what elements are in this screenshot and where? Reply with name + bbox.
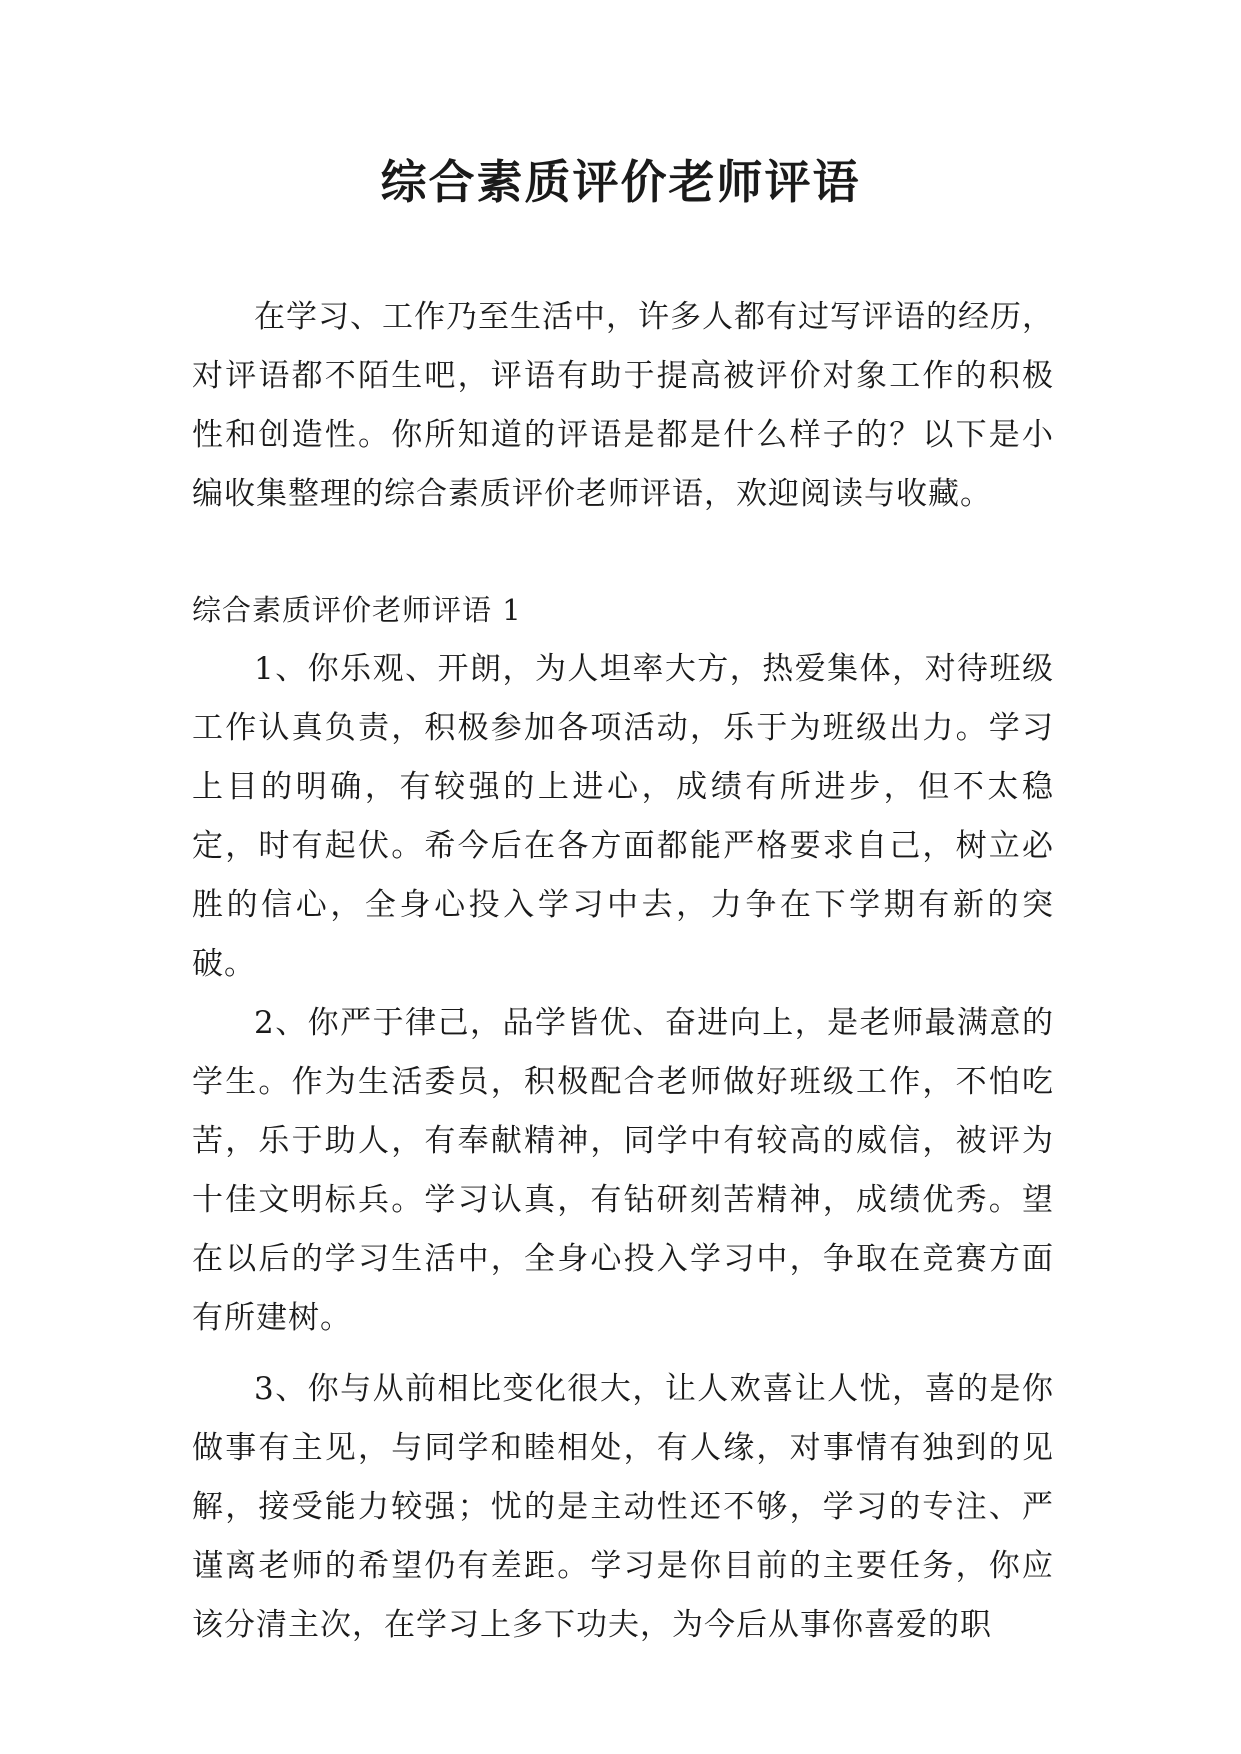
- intro-section: [192, 288, 1054, 524]
- intro-paragraph: 在学习、工作乃至生活中，许多人都有过写评语的经历，对评语都不陌生吧，评语有助于提高被评价对象工作的积极性和创造性。你所知道的评语是都是什么样子的？以下是小编收集整理的综合素质评价老师评语，欢迎阅读与收藏。: [192, 299, 1054, 512]
- comment-section-1: [192, 581, 1054, 1655]
- document-title: 综合素质评价老师评语: [380, 155, 861, 209]
- comment-paragraph-3: 3、你与从前相比变化很大，让人欢喜让人忧，喜的是你做事有主见，与同学和睦相处，有人缘，对事情有独到的见解，接受能力较强；忧的是主动性还不够，学习的专注、严谨离老师的希望仍有差距。学习是你目前的主要任务，你应该分清主次，在学习上多下功夫，为今后从事你喜爱的职: [192, 1371, 1054, 1643]
- section-heading: 综合素质评价老师评语 1: [192, 593, 522, 627]
- comment-paragraph-1: 1、你乐观、开朗，为人坦率大方，热爱集体，对待班级工作认真负责，积极参加各项活动，乐于为班级出力。学习上目的明确，有较强的上进心，成绩有所进步，但不太稳定，时有起伏。希今后在各方面都能严格要求自己，树立必胜的信心，全身心投入学习中去，力争在下学期有新的突破。: [192, 651, 1054, 982]
- comment-paragraph-2: 2、你严于律己，品学皆优、奋进向上，是老师最满意的学生。作为生活委员，积极配合老师做好班级工作，不怕吃苦，乐于助人，有奉献精神，同学中有较高的威信，被评为十佳文明标兵。学习认真，有钻研刻苦精神，成绩优秀。望在以后的学习生活中，全身心投入学习中，争取在竞赛方面有所建树。: [192, 1005, 1054, 1336]
